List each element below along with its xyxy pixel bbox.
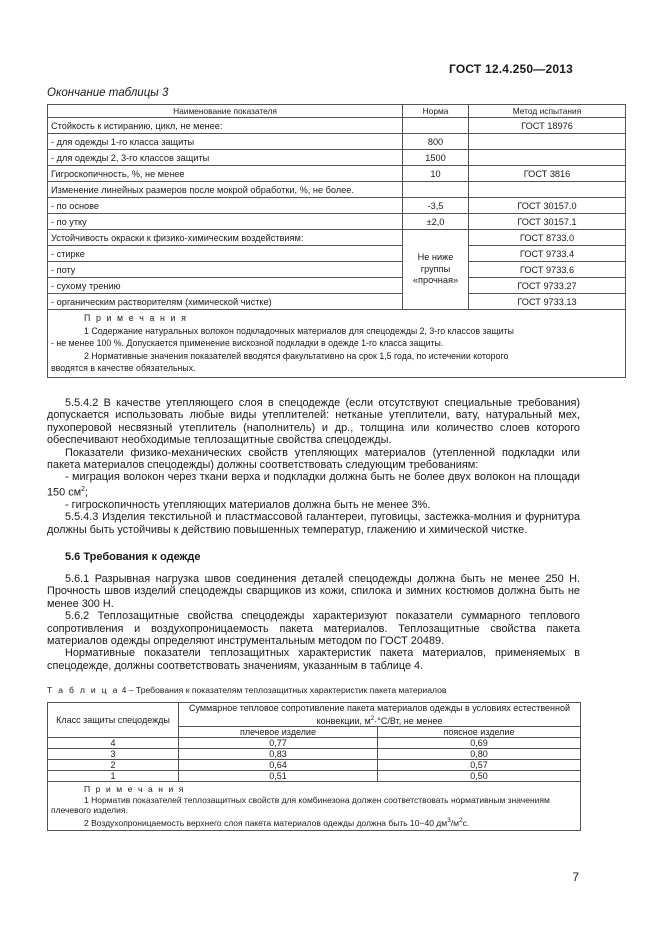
body-text-block — [47, 573, 580, 672]
row-method — [469, 150, 626, 166]
merged-norm-line: «прочная» — [412, 275, 459, 286]
paragraph: Показатели физико-механических свойств утепляющих материалов (утепленной подкладки или пакета материалов спецодежды) должны соответствовать следующим требованиям: — [47, 446, 580, 472]
group-header-text: конвекции, м — [316, 715, 371, 726]
group-header-text: Суммарное тепловое сопротивление пакета материалов одежды в условиях естественной — [188, 703, 571, 713]
row-method: ГОСТ 18976 — [469, 118, 626, 134]
row-class: 2 — [48, 760, 179, 771]
row-method: ГОСТ 30157.0 — [469, 198, 626, 214]
paragraph: Нормативные показатели теплозащитных характеристик пакета материалов, применяемых в спецодежде, должны соответствовать значениям, указанным в таблице 4. — [47, 647, 580, 672]
table-row — [48, 150, 626, 166]
table-row — [48, 262, 626, 278]
column-header: Класс защиты спецодежды — [48, 703, 179, 738]
row-norm: 1500 — [403, 150, 469, 166]
row-method — [469, 134, 626, 150]
table-row — [48, 214, 626, 230]
merged-norm-cell — [403, 230, 469, 310]
row-name: Стойкость к истиранию, цикл, не менее: — [48, 118, 403, 134]
row-method — [469, 182, 626, 198]
note-text: вводятся в качестве обязательных. — [51, 363, 196, 374]
group-header-text: ·°С/Вт, не менее — [374, 715, 443, 726]
row-name: Устойчивость окраски к физико-химическим воздействиям: — [48, 230, 403, 246]
column-header: плечевое изделие — [179, 727, 378, 738]
row-norm: 800 — [403, 134, 469, 150]
row-name: - по основе — [48, 198, 403, 214]
paragraph: - гигроскопичность утепляющих материалов должна быть не менее 3%. — [65, 498, 431, 511]
group-header — [179, 703, 581, 727]
row-class: 4 — [48, 738, 179, 749]
note-text: 1 Содержание натуральных волокон подкладочных материалов для спецодежды 2, 3-го классов защиты — [84, 325, 514, 336]
superscript: 2 — [458, 816, 463, 824]
column-header: поясное изделие — [378, 727, 581, 738]
row-norm — [403, 182, 469, 198]
table-row — [48, 246, 626, 262]
row-value: 0,69 — [378, 738, 581, 749]
column-header: Наименование показателя — [48, 105, 403, 118]
row-name: - по утку — [48, 214, 403, 230]
table3-caption: Окончание таблицы 3 — [47, 87, 169, 99]
table-caption-text: 4 – Требования к показателям теплозащитных характеристик пакета материалов — [119, 685, 447, 695]
row-method: ГОСТ 9733.13 — [469, 294, 626, 310]
row-value: 0,83 — [179, 749, 378, 760]
table-row — [48, 771, 581, 782]
paragraph-text: ; — [85, 486, 89, 499]
table3 — [47, 104, 626, 378]
document-header: ГОСТ 12.4.250—2013 — [448, 62, 573, 76]
table-row — [48, 166, 626, 182]
table-row — [48, 118, 626, 134]
table3-notes-row — [48, 310, 626, 378]
row-name: - стирке — [48, 246, 403, 262]
note-text: - не менее 100 %. Допускается применение вискозной подкладки в одежде 1-го класса защиты. — [51, 338, 444, 349]
row-name: Гигроскопичность, %, не менее — [48, 166, 403, 182]
superscript: 3 — [447, 816, 451, 824]
row-value: 0,80 — [378, 749, 581, 760]
row-name: - для одежды 1-го класса защиты — [48, 134, 403, 150]
table-row — [48, 760, 581, 771]
table3-notes — [48, 310, 626, 378]
note-text-part: с. — [462, 817, 470, 828]
row-value: 0,51 — [179, 771, 378, 782]
note-text — [51, 816, 577, 828]
row-name: - поту — [48, 262, 403, 278]
merged-norm-line: группы — [420, 263, 451, 274]
page-number: 7 — [572, 870, 579, 884]
row-value: 0,77 — [179, 738, 378, 749]
table-row — [48, 198, 626, 214]
row-norm: -3,5 — [403, 198, 469, 214]
row-method: ГОСТ 9733.6 — [469, 262, 626, 278]
row-class: 1 — [48, 771, 179, 782]
row-name: - для одежды 2, 3-го классов защиты — [48, 150, 403, 166]
column-header: Метод испытания — [469, 105, 626, 118]
superscript: 2 — [370, 714, 375, 722]
paragraph — [47, 471, 580, 498]
row-norm — [403, 118, 469, 134]
body-text-block — [47, 397, 580, 536]
note-text: 1 Норматив показателей теплозащитных свойств для комбинезона должен соответствовать нормативным значениям плечевого изделия. — [51, 794, 550, 816]
table4-caption — [47, 685, 446, 695]
table4 — [47, 702, 581, 831]
paragraph-text: - миграция волокон через ткани верха и подкладки должна быть не более двух волокон на площади 150 см — [47, 471, 580, 499]
note-text-part: /м — [450, 817, 459, 828]
column-header: Норма — [403, 105, 469, 118]
table-row — [48, 738, 581, 749]
table-caption-word: Т а б л и ц а — [47, 685, 120, 695]
row-method: ГОСТ 9733.27 — [469, 278, 626, 294]
table-row — [48, 230, 626, 246]
row-name: - органическим растворителям (химической чистке) — [48, 294, 403, 310]
table3-header-row — [48, 105, 626, 118]
merged-norm-line: Не ниже — [417, 252, 454, 263]
superscript: 2 — [81, 485, 86, 493]
paragraph: 5.6.1 Разрывная нагрузка швов соединения деталей спецодежды должна быть не менее 250 Н. Прочность швов изделий спецодежды сварщиков из кожи, спилока и зимних костюмов должна быть не менее 300 Н. — [47, 573, 580, 610]
table4-notes — [48, 782, 581, 831]
table4-notes-row — [48, 782, 581, 831]
table-row — [48, 134, 626, 150]
row-value: 0,57 — [378, 760, 581, 771]
paragraph: 5.5.4.2 В качестве утепляющего слоя в спецодежде (если отсутствуют специальные требования) допускается использовать любые виды утеплителей: нетканые утеплители, вату, натуральный мех, пухоперовой несвязный утеплитель (наполнитель) и др., толщина или количество слоев которого обеспечивают необходимые теплозащитные свойства спецодежды. — [47, 397, 580, 447]
table-row — [48, 182, 626, 198]
paragraph: 5.6.2 Теплозащитные свойства спецодежды характеризуют показатели суммарного теплового сопротивления и воздухопроницаемость пакета материалов. Теплозащитные свойства пакета материалов одежды определяют инструментальным методом по ГОСТ 20489. — [47, 610, 580, 648]
row-value: 0,50 — [378, 771, 581, 782]
table-row — [48, 294, 626, 310]
row-method: ГОСТ 3816 — [469, 166, 626, 182]
row-value: 0,64 — [179, 760, 378, 771]
notes-title: П р и м е ч а н и я — [84, 313, 188, 323]
table4-header-row — [48, 703, 581, 727]
notes-title: П р и м е ч а н и я — [84, 784, 186, 794]
row-class: 3 — [48, 749, 179, 760]
row-norm: ±2,0 — [403, 214, 469, 230]
row-name: - сухому трению — [48, 278, 403, 294]
table-row — [48, 749, 581, 760]
paragraph: 5.5.4.3 Изделия текстильной и пластмассовой галантереи, пуговицы, застежка-молния и фурнитура должны быть устойчивы к действию повышенных температур, глажению и химической чистке. — [47, 511, 580, 536]
table-row — [48, 278, 626, 294]
row-method: ГОСТ 9733.4 — [469, 246, 626, 262]
row-norm: 10 — [403, 166, 469, 182]
row-method: ГОСТ 8733.0 — [469, 230, 626, 246]
row-method: ГОСТ 30157.1 — [469, 214, 626, 230]
section-heading: 5.6 Требования к одежде — [65, 551, 201, 563]
note-text: 2 Нормативные значения показателей вводятся факультативно на срок 1,5 года, по истечении которого — [84, 350, 509, 361]
note-text-part: 2 Воздухопроницаемость верхнего слоя пакета материалов одежды должна быть 10−40 дм — [84, 817, 448, 828]
row-name: Изменение линейных размеров после мокрой обработки, %, не более. — [48, 182, 403, 198]
